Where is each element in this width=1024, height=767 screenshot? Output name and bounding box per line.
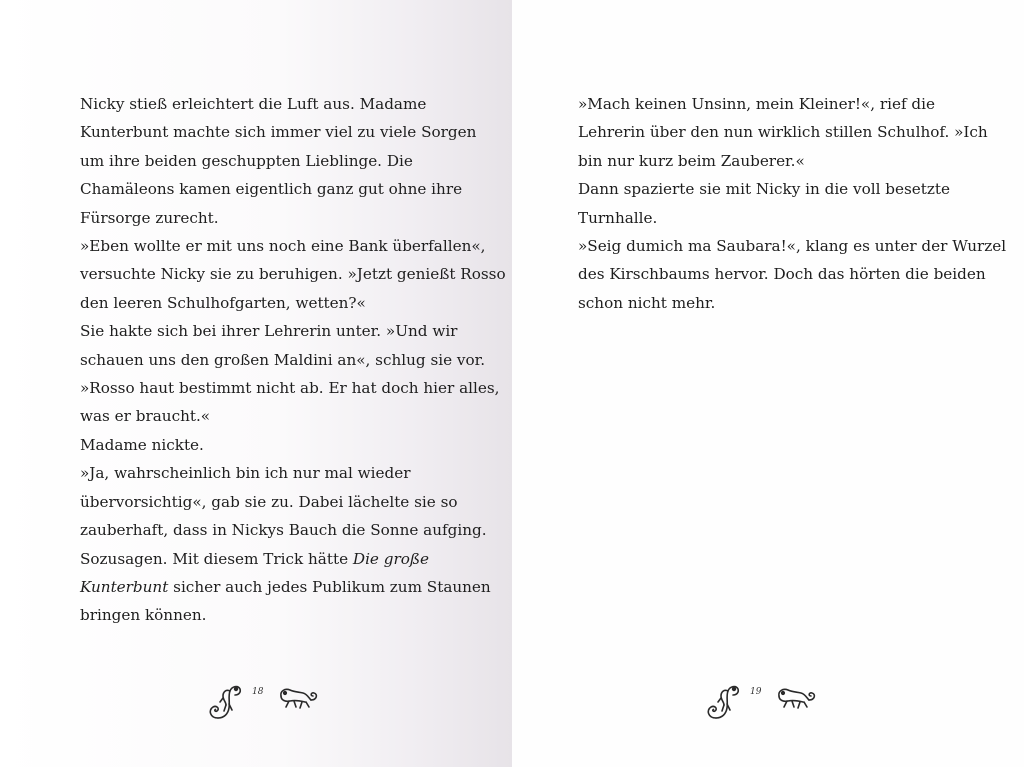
- text-line: »Ja, wahrscheinlich bin ich nur mal wieder: [80, 464, 411, 483]
- chameleon-crawling-icon: [775, 684, 817, 712]
- text-line: [80, 545, 460, 573]
- text-line: »Seig dumich ma Saubara!«, klang es unter der Wurzel: [578, 237, 1007, 256]
- text-line: versuchte Nicky sie zu beruhigen. »Jetzt genießt Rosso: [80, 265, 506, 284]
- text-line: schauen uns den großen Maldini an«, schlug sie vor.: [80, 350, 486, 369]
- left-page-text: [80, 90, 506, 630]
- text-line: [80, 573, 491, 601]
- text-line: übervorsichtig«, gab sie zu. Dabei lächelte sie so: [80, 492, 458, 511]
- text-line: Dann spazierte sie mit Nicky in die voll besetzte: [578, 180, 950, 199]
- right-page-footer: [702, 672, 817, 724]
- text-line: zauberhaft, dass in Nickys Bauch die Sonne aufging.: [80, 521, 487, 540]
- text-line: »Eben wollte er mit uns noch eine Bank überfallen«,: [80, 237, 486, 256]
- text-line: bringen können.: [80, 606, 207, 625]
- text-line: Turnhalle.: [578, 208, 658, 227]
- book-title-italic: Kunterbunt: [80, 577, 169, 596]
- text-line: Fürsorge zurecht.: [80, 208, 219, 227]
- book-title-italic: Die große: [352, 549, 429, 568]
- left-page-footer: [204, 672, 319, 724]
- text-run: Sozusagen. Mit diesem Trick hätte: [80, 549, 353, 568]
- text-line: bin nur kurz beim Zauberer.«: [578, 151, 805, 170]
- text-line: Chamäleons kamen eigentlich ganz gut ohne ihre: [80, 180, 463, 199]
- chameleon-sitting-icon: [204, 674, 244, 722]
- text-line: des Kirschbaums hervor. Doch das hörten die beiden: [578, 265, 986, 284]
- text-line: schon nicht mehr.: [578, 293, 716, 312]
- page-number: 19: [750, 687, 762, 697]
- chameleon-crawling-icon: [277, 684, 319, 712]
- right-page-text: [578, 90, 1007, 317]
- text-line: den leeren Schulhofgarten, wetten?«: [80, 293, 366, 312]
- right-page: [512, 0, 1024, 767]
- page-number: 18: [252, 687, 264, 697]
- text-line: Madame nickte.: [80, 435, 204, 454]
- text-line: »Mach keinen Unsinn, mein Kleiner!«, rief die: [578, 95, 935, 113]
- text-line: Sie hakte sich bei ihrer Lehrerin unter. »Und wir: [80, 322, 458, 341]
- text-line: Kunterbunt machte sich immer viel zu viele Sorgen: [80, 123, 477, 142]
- text-line: Lehrerin über den nun wirklich stillen Schulhof. »Ich: [578, 123, 988, 142]
- chameleon-sitting-icon: [702, 674, 742, 722]
- text-line: »Rosso haut bestimmt nicht ab. Er hat doch hier alles,: [80, 379, 500, 398]
- text-line: Nicky stieß erleichtert die Luft aus. Madame: [80, 95, 427, 113]
- text-run: sicher auch jedes Publikum zum Staunen: [168, 577, 491, 596]
- text-line: um ihre beiden geschuppten Lieblinge. Die: [80, 151, 413, 170]
- text-line: was er braucht.«: [80, 407, 211, 426]
